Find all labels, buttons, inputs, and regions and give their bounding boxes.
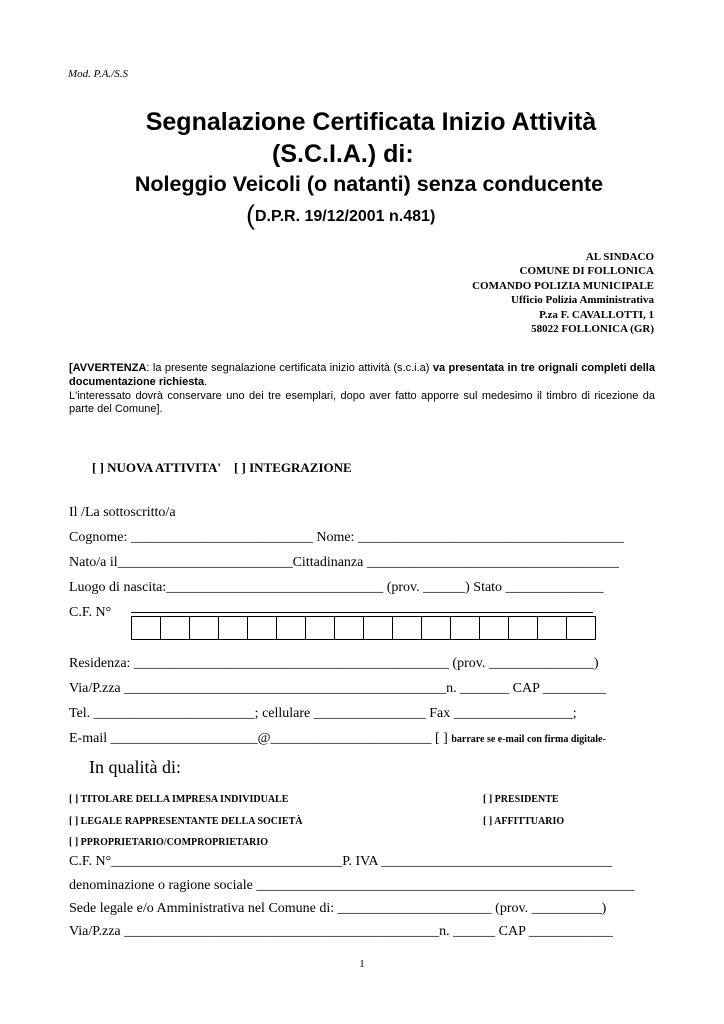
cf-box[interactable]	[161, 616, 190, 640]
warning-notice	[69, 362, 655, 417]
warning-text: : la presente segnalazione certificata inizio attività (s.c.i.a)	[146, 362, 433, 374]
company-via-field[interactable]: Via/P.zza _____________________________________________n. ______ CAP ____________	[69, 924, 613, 939]
title-line-3: Noleggio Veicoli (o natanti) senza conducente	[134, 172, 604, 196]
warning-label: [AVVERTENZA	[69, 362, 147, 374]
activity-choice	[92, 460, 352, 476]
page-number: 1	[359, 958, 365, 970]
cf-box[interactable]	[509, 616, 538, 640]
recipient-block	[472, 250, 654, 336]
cf-box[interactable]	[567, 616, 596, 640]
email-line[interactable]: E-mail _____________________@_______________________ [ ]	[69, 731, 448, 746]
denominazione-field[interactable]: denominazione o ragione sociale ______________________________________________________	[69, 878, 635, 893]
residenza-field[interactable]: Residenza: _____________________________________________ (prov. _______________)	[69, 656, 599, 671]
cf-box[interactable]	[219, 616, 248, 640]
nuova-attivita-checkbox[interactable]: [ ] NUOVA ATTIVITA'	[92, 460, 221, 475]
presidente-checkbox[interactable]: [ ] PRESIDENTE	[483, 794, 559, 805]
luogo-nascita-field[interactable]: Luogo di nascita:_______________________________ (prov. ______) Stato ______________	[69, 580, 604, 595]
sede-field[interactable]: Sede legale e/o Amministrativa nel Comune di: ______________________ (prov. __________)	[69, 901, 607, 916]
legale-checkbox[interactable]: [ ] LEGALE RAPPRESENTANTE DELLA SOCIETÀ	[69, 816, 303, 827]
integrazione-checkbox[interactable]: [ ] INTEGRAZIONE	[233, 460, 352, 475]
cf-box[interactable]	[422, 616, 451, 640]
cf-box[interactable]	[306, 616, 335, 640]
email-note: barrare se e-mail con firma digitale-	[451, 734, 606, 745]
title-line-2: (S.C.I.A.) di:	[272, 140, 414, 168]
affittuario-checkbox[interactable]: [ ] AFFITTUARIO	[483, 816, 565, 827]
recipient-line: 58022 FOLLONICA (GR)	[531, 323, 654, 336]
title-dpr: D.P.R. 19/12/2001 n.481)	[255, 208, 436, 225]
cf-box[interactable]	[132, 616, 161, 640]
cf-box[interactable]	[248, 616, 277, 640]
recipient-line: COMUNE DI FOLLONICA	[519, 265, 654, 278]
qualita-heading: In qualità di:	[89, 757, 181, 777]
warning-bold: va presentata in tre orignali completi della documentazione richiesta	[69, 362, 655, 388]
recipient-line: AL SINDACO	[585, 251, 654, 263]
email-field[interactable]	[69, 731, 606, 747]
via-field[interactable]: Via/P.zza ______________________________________________n. _______ CAP _________	[69, 681, 606, 696]
recipient-line: Ufficio Polizia Amministrativa	[511, 294, 654, 307]
titolare-checkbox[interactable]: [ ] TITOLARE DELLA IMPRESA INDIVIDUALE	[69, 794, 289, 805]
cf-piva-field[interactable]: C.F. N°_________________________________P. IVA _________________________________	[69, 854, 613, 869]
title-paren: (	[246, 200, 255, 230]
proprietario-checkbox[interactable]: [ ] PPROPRIETARIO/COMPROPRIETARIO	[69, 837, 269, 848]
cf-box[interactable]	[538, 616, 567, 640]
cf-label: C.F. N°	[69, 605, 112, 620]
cf-box[interactable]	[277, 616, 306, 640]
title-line-4	[246, 200, 435, 231]
cf-box[interactable]	[335, 616, 364, 640]
cf-box[interactable]	[393, 616, 422, 640]
warning-dot: .	[204, 375, 208, 388]
cf-box[interactable]	[190, 616, 219, 640]
cf-box[interactable]	[480, 616, 509, 640]
warning-text-2: L'interessato dovrà conservare uno dei tre esemplari, dopo aver fatto apporre sul medesimo il timbro di ricezione da parte del Comune].	[69, 389, 655, 416]
model-code: Mod. P.A./S.S	[68, 68, 128, 80]
cf-box[interactable]	[451, 616, 480, 640]
cf-boxes[interactable]	[131, 616, 596, 640]
tel-field[interactable]: Tel. _______________________; cellulare ________________ Fax _________________;	[69, 706, 577, 721]
nascita-cittadinanza-field[interactable]: Nato/a il_________________________Cittadinanza ____________________________________	[69, 555, 619, 570]
recipient-line: COMANDO POLIZIA MUNICIPALE	[472, 279, 654, 292]
cf-box[interactable]	[364, 616, 393, 640]
cognome-nome-field[interactable]: Cognome: __________________________ Nome: ______________________________________	[69, 530, 624, 545]
cf-top-line	[131, 612, 593, 613]
title-line-1: Segnalazione Certificata Inizio Attività	[145, 108, 597, 136]
recipient-line: P.za F. CAVALLOTTI, 1	[539, 308, 654, 321]
sottoscritto-label: Il /La sottoscritto/a	[69, 505, 176, 520]
